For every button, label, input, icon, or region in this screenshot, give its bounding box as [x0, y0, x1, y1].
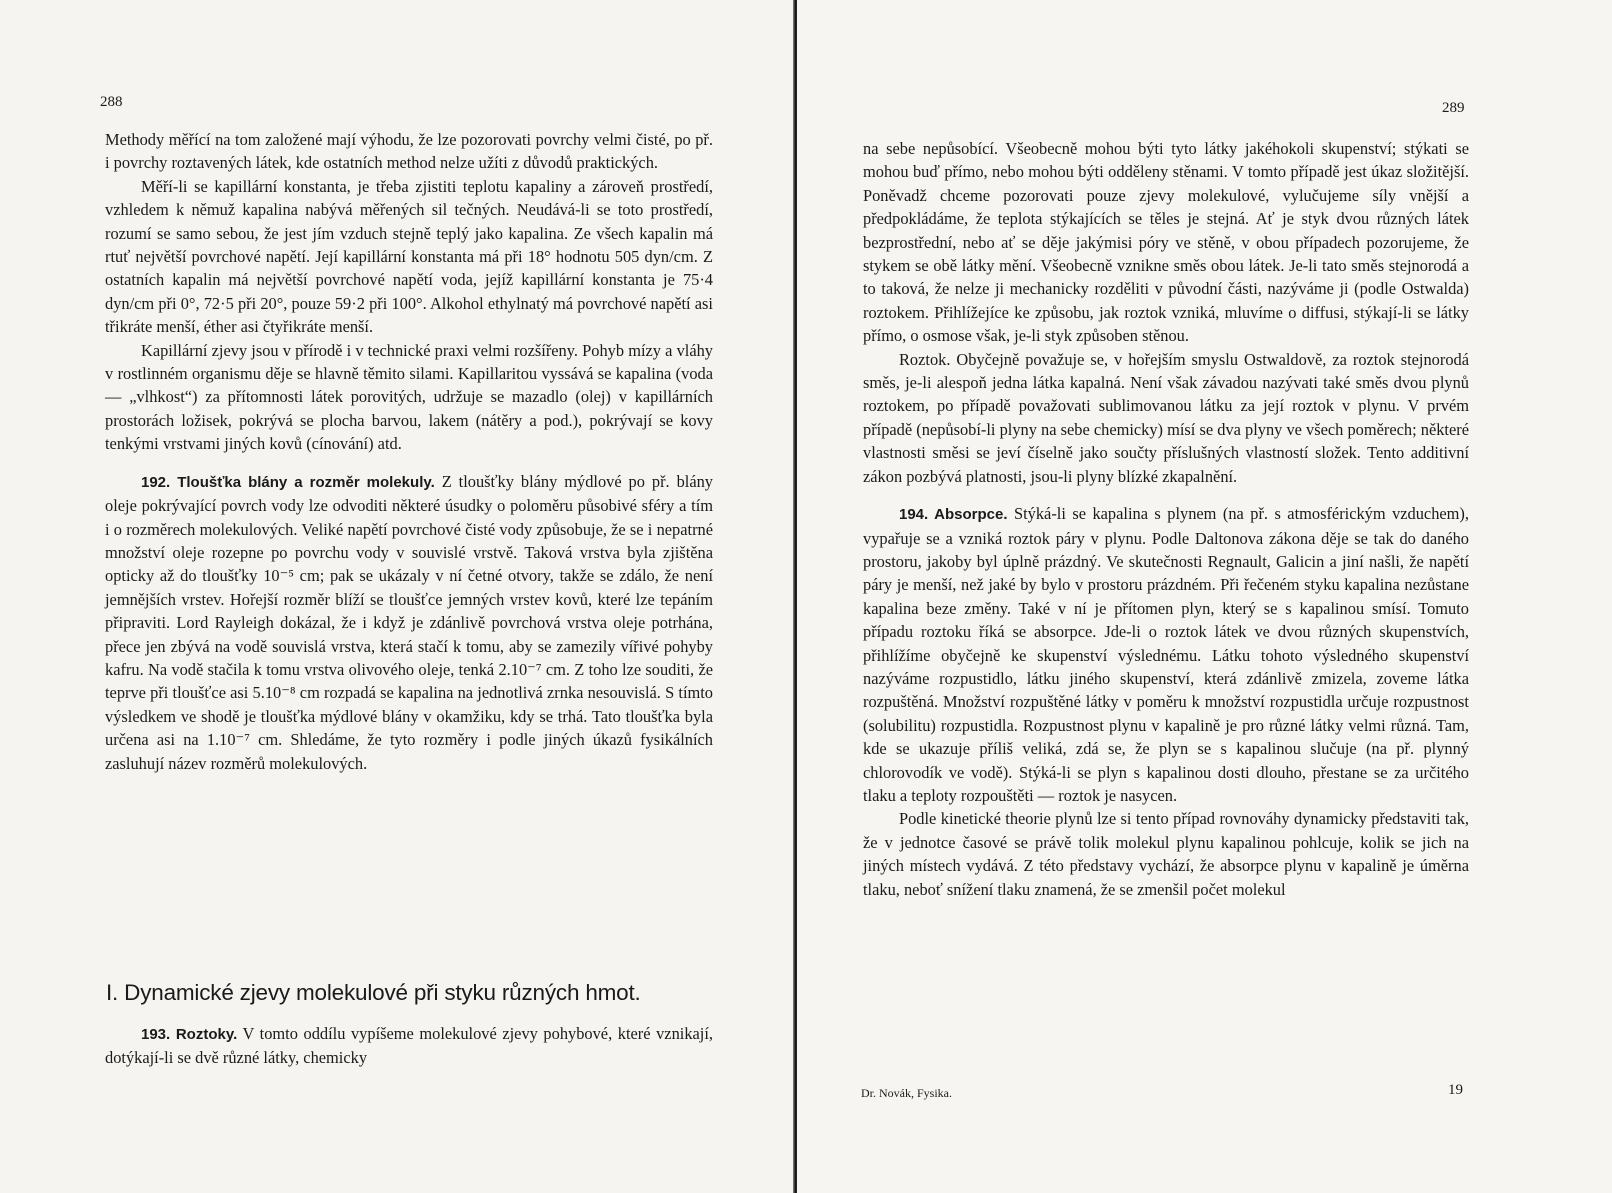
section-text: Stýká-li se kapalina s plynem (na př. s atmosférickým vzduchem), vypařuje se a vzniká roztok páry v plynu. Podle Daltonova zákona děje se tak do daného prostoru, jakoby byl úplně prázdný. Ve skutečnosti Regnault, Galicin a jiní našli, že napětí páry je menší, než jaké by bylo v prostoru prázdném. Při řečeném styku kapalina nezůstane kapalina beze změny. Také v ní je přítomen plyn, který se s kapalinou smísí. Tomuto případu roztoku říká se absorpce. Jde-li o roztok látek ve dvou různých skupenstvích, přihlížíme obyčejně ke skupenství výslednému. Látku tohoto výsledného skupenství nazýváme rozpustidlo, látku jiného skupenství, která zdánlivě zmizela, zoveme látka rozpuštěná. Množství rozpuštěné látky v poměru k množství rozpustidla určuje rozpustnost (solubilitu) rozpustidla. Rozpustnost plynu v kapalině je pro různé látky velmi různá. Tam, kde se ukazuje příliš veliká, zdá se, že plyn se s kapalinou slučuje (na př. plynný chlorovodík ve vodě). Stýká-li se plyn s kapalinou dosti dlouho, přestane se za určitého tlaku a teploty rozpouštěti — roztok je nasycen. [863, 504, 1469, 805]
left-body-bottom [105, 1022, 713, 1070]
paragraph: na sebe nepůsobící. Všeobecně mohou býti tyto látky jakéhokoli skupenství; stýkati se mohou buď přímo, nebo mohou býti odděleny stěnami. V tomto případě jest úkaz složitější. Poněvadž chceme pozorovati pouze zjevy molekulové, vylučujeme síly vnější a předpokládáme, že teplota stýkajících se těles je stejná. Ať je styk dvou různých látek bezprostřední, nebo ať se děje jakýmisi póry ve stěně, v obou případech pozorujeme, že stykem se obě látky mění. Všeobecně vznikne směs obou látek. Je-li tato směs stejnorodá a to taková, že nelze ji mechanicky rozděliti v původní části, nazýváme ji (podle Ostwalda) roztokem. Přihlížejíce ke způsobu, jak roztok vzniká, mluvíme o diffusi, stýkají-li se látky přímo, o osmose však, je-li styk způsoben stěnou. [863, 139, 1469, 346]
section-heading: 194. Absorpce. [899, 506, 1008, 524]
section-194 [863, 502, 1469, 807]
right-page [797, 0, 1612, 1193]
footer-signature: 19 [1448, 1082, 1463, 1098]
page-number: 288 [100, 94, 123, 110]
paragraph: Měří-li se kapillární konstanta, je třeba zjistiti teplotu kapaliny a zároveň prostředí, vzhledem k němuž kapalina nabývá měřených sil tečných. Neudává-li se toto prostředí, rozumí se samo sebou, že jest jím vzduch stejně teplý jako kapalina. Ze všech kapalin má rtuť největší povrchové napětí. Její kapillární konstanta má při 18° hodnotu 505 dyn/cm. Z ostatních kapalin má největší povrchové napětí voda, jejíž kapillární konstanta je 75·4 dyn/cm při 0°, 72·5 při 20°, pouze 59·2 při 100°. Alkohol ethylnatý má povrchové napětí asi třikráte menší, éther asi čtyřikráte menší. [105, 176, 713, 337]
paragraph: Kapillární zjevy jsou v přírodě i v technické praxi velmi rozšířeny. Pohyb mízy a vláhy v rostlinném organismu děje se hlavně těmito silami. Kapillaritou vyssává se kapalina (voda — „vlhkost“) za přítomnosti látek porovitých, udržuje se mazadlo (olej) v kapillárních prostorách ložisek, pokrývá se plocha barvou, lakem (nátěry a pod.), pokrývají se kovy tenkými vrstvami jiných kovů (cínování) atd. [105, 340, 713, 454]
right-body [863, 137, 1469, 901]
section-text: V tomto oddílu vypíšeme molekulové zjevy pohybové, které vznikají, dotýkají-li se dvě různé látky, chemicky [105, 1024, 713, 1068]
section-heading: 192. Tloušťka blány a rozměr molekuly. [141, 473, 435, 491]
page-number: 289 [1442, 100, 1465, 116]
section-heading: 193. Roztoky. [141, 1026, 238, 1043]
section-192 [105, 470, 713, 775]
chapter-heading: I. Dynamické zjevy molekulové při styku různých hmot. [106, 980, 641, 1005]
page-footer [861, 1082, 1463, 1101]
paragraph: Roztok. Obyčejně považuje se, v hořejším smyslu Ostwaldově, za roztok stejnorodá směs, je-li alespoň jedna látka kapalná. Není však závadou nazývati také směs dvou plynů roztokem, po případě považovati sublimovanou látku za její roztok v plynu. V prvém případě (nepůsobí-li plyny na sebe chemicky) mísí se dva plyny ve všech poměrech; některé vlastnosti směsi se jeví číselně jako součty příslušných vlastností složek. Tento additivní zákon pozbývá platnosti, jsou-li plyny blízké zkapalnění. [863, 349, 1469, 486]
left-body [105, 128, 713, 775]
paragraph: Podle kinetické theorie plynů lze si tento případ rovnováhy dynamicky představiti tak, že v jednotce časové se právě tolik molekul plynu kapalinou pohlcuje, kolik se jich na jiných místech vydává. Z této představy vychází, že absorpce plynu v kapalině je úměrna tlaku, neboť snížení tlaku znamená, že se zmenšil počet molekul [863, 809, 1469, 899]
footer-author: Dr. Novák, Fysika. [861, 1086, 952, 1100]
section-193 [105, 1022, 713, 1070]
paragraph: Methody měřící na tom založené mají výhodu, že lze pozorovati povrchy velmi čisté, po př. i povrchy roztavených látek, kde ostatních method nelze užíti z důvodů praktických. [105, 130, 713, 173]
left-page [0, 0, 795, 1193]
section-text: Z tloušťky blány mýdlové po př. blány oleje pokrývající povrch vody lze odvoditi některé úsudky o poloměru působivé sféry a tím i o rozměrech molekulových. Veliké napětí povrchové čisté vody způsobuje, že se i nepatrné množství oleje rozepne po povrchu vody v souvislé vrstvě. Taková vrstva byla zjištěna opticky až do tloušťky 10⁻⁵ cm; pak se ukázaly v ní četné otvory, takže se zdálo, že není jemnějších vrstev. Hořejší rozměr blíží se tloušťce jemných vrstev kovů, které lze tepáním připraviti. Lord Rayleigh dokázal, že i když je zdánlivě povrchová vrstva oleje potrhána, přece jen zbývá na vodě souvislá vrstva, která stačí k tomu, aby se zamezily vířivé pohyby kafru. Na vodě stačila k tomu vrstva olivového oleje, tenká 2.10⁻⁷ cm. Z toho lze souditi, že teprve při tloušťce asi 5.10⁻⁸ cm rozpadá se kapalina na jednotlivá zrnka nesouvislá. S tímto výsledkem ve shodě je tloušťka mýdlové blány v okamžiku, kdy se trhá. Tato tloušťka byla určena asi na 1.10⁻⁷ cm. Shledáme, že tyto rozměry i podle jiných úkazů fysikálních zasluhují název rozměrů molekulových. [105, 471, 714, 773]
